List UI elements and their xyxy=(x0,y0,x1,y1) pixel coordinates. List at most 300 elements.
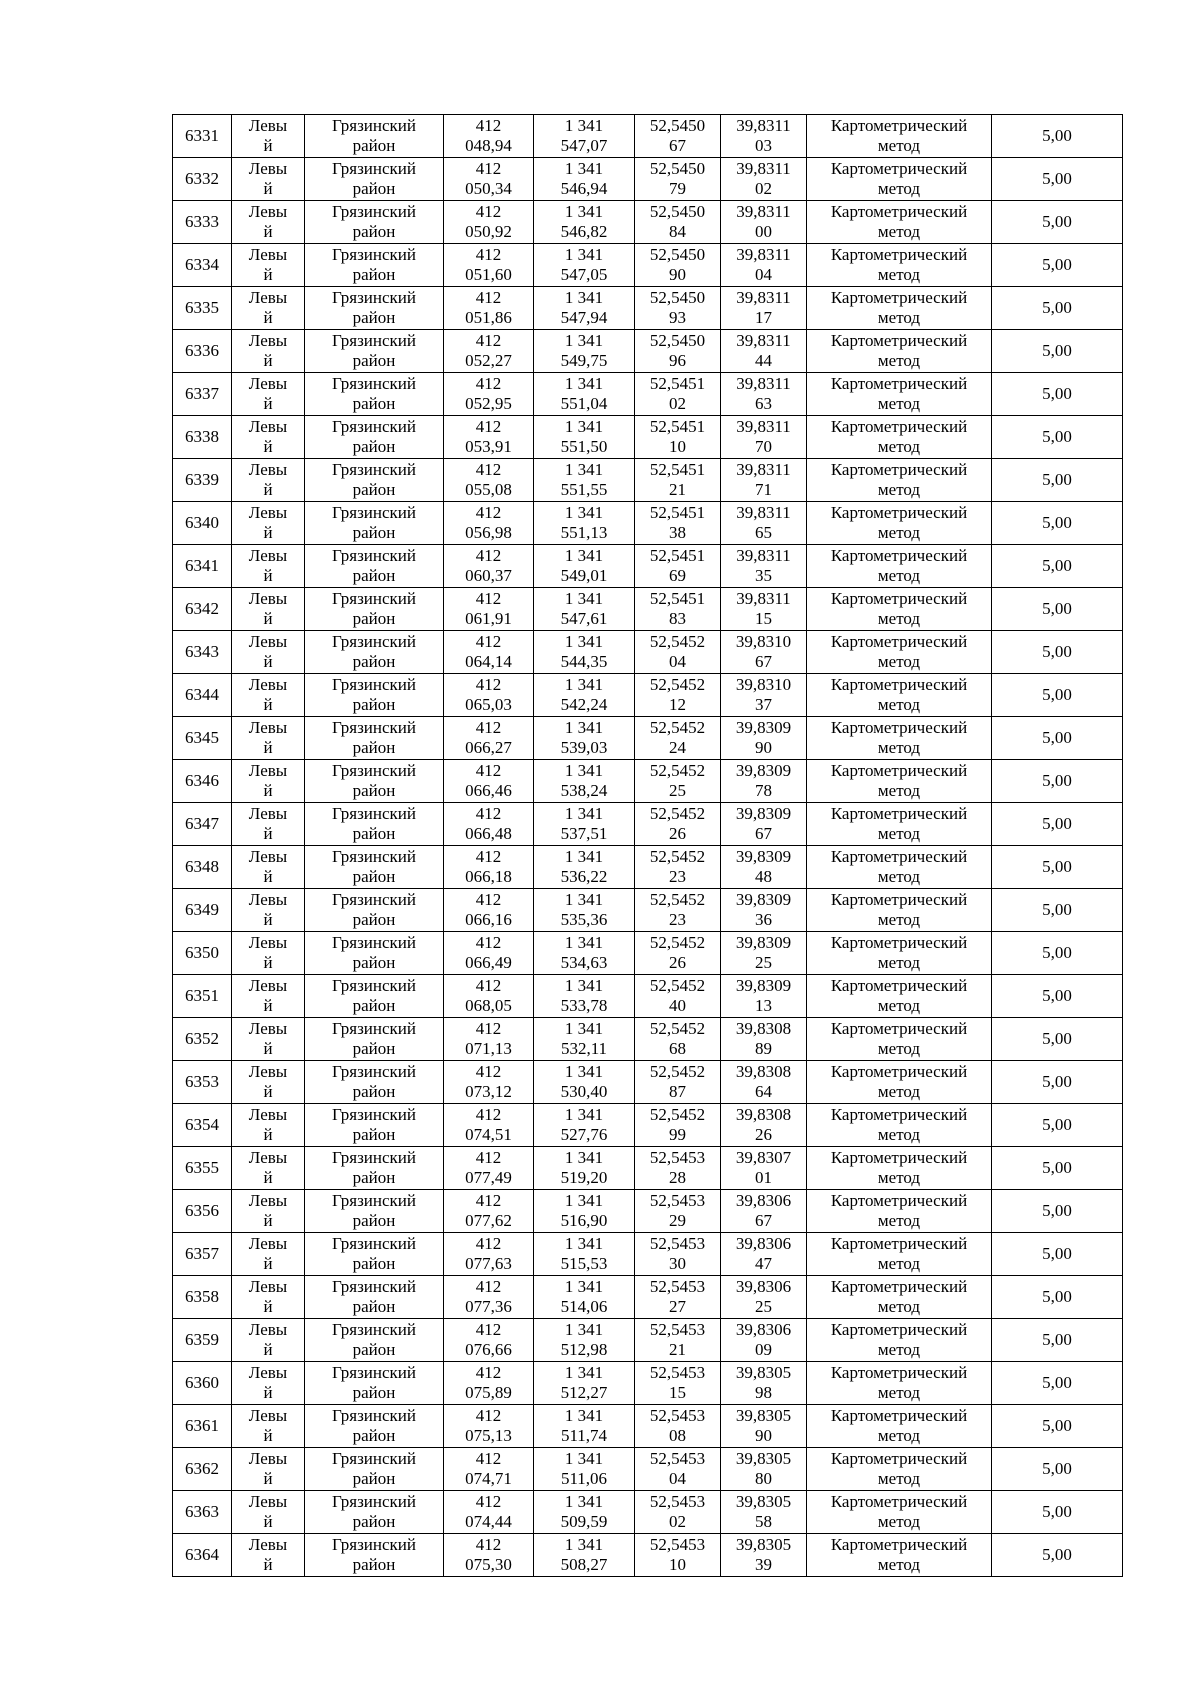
bank-side-cell xyxy=(232,846,305,889)
precision-cell: 5,00 xyxy=(992,760,1123,803)
longitude-cell xyxy=(721,287,807,330)
point-number-cell: 6340 xyxy=(173,502,232,545)
bank-side-cell-line: й xyxy=(263,1340,273,1359)
district-cell xyxy=(305,502,444,545)
method-cell xyxy=(807,158,992,201)
x-coordinate-cell-line: 050,92 xyxy=(465,222,512,241)
x-coordinate-cell-line: 412 xyxy=(475,417,502,436)
bank-side-cell xyxy=(232,1233,305,1276)
bank-side-cell-line: й xyxy=(263,1383,273,1402)
longitude-cell-line: 39,8311 xyxy=(736,288,791,307)
precision-cell: 5,00 xyxy=(992,803,1123,846)
district-cell xyxy=(305,803,444,846)
x-coordinate-cell-line: 077,63 xyxy=(465,1254,512,1273)
method-cell-line: Картометрический xyxy=(830,1148,968,1167)
y-coordinate-cell-line: 1 341 xyxy=(564,976,604,995)
y-coordinate-cell-line: 535,36 xyxy=(560,910,608,929)
y-coordinate-cell-line: 511,74 xyxy=(560,1426,608,1445)
bank-side-cell xyxy=(232,975,305,1018)
latitude-cell xyxy=(635,459,721,502)
table-row xyxy=(173,1190,1123,1233)
y-coordinate-cell xyxy=(534,416,635,459)
bank-side-cell-line: Левы xyxy=(248,933,288,952)
longitude-cell-line: 04 xyxy=(755,265,772,284)
bank-side-cell-line: Левы xyxy=(248,1191,288,1210)
method-cell-line: метод xyxy=(877,1512,921,1531)
longitude-cell xyxy=(721,1491,807,1534)
precision-cell: 5,00 xyxy=(992,1104,1123,1147)
method-cell-line: Картометрический xyxy=(830,1105,968,1124)
bank-side-cell-line: й xyxy=(263,781,273,800)
point-number-cell: 6348 xyxy=(173,846,232,889)
bank-side-cell-line: Левы xyxy=(248,116,288,135)
latitude-cell-line: 10 xyxy=(669,1555,686,1574)
y-coordinate-cell xyxy=(534,1018,635,1061)
method-cell xyxy=(807,932,992,975)
longitude-cell-line: 02 xyxy=(755,179,772,198)
method-cell xyxy=(807,244,992,287)
precision-cell: 5,00 xyxy=(992,1233,1123,1276)
x-coordinate-cell xyxy=(444,1319,534,1362)
bank-side-cell-line: й xyxy=(263,308,273,327)
longitude-cell xyxy=(721,803,807,846)
x-coordinate-cell-line: 412 xyxy=(475,460,502,479)
district-cell-line: Грязинский xyxy=(332,1320,416,1339)
method-cell-line: метод xyxy=(877,695,921,714)
district-cell-line: район xyxy=(352,222,396,241)
longitude-cell xyxy=(721,1147,807,1190)
longitude-cell-line: 39,8306 xyxy=(735,1234,792,1253)
bank-side-cell-line: Левы xyxy=(248,288,288,307)
bank-side-cell xyxy=(232,1319,305,1362)
method-cell-line: Картометрический xyxy=(830,976,968,995)
precision-cell: 5,00 xyxy=(992,1276,1123,1319)
bank-side-cell-line: Левы xyxy=(248,1535,288,1554)
y-coordinate-cell-line: 1 341 xyxy=(564,374,604,393)
y-coordinate-cell xyxy=(534,1319,635,1362)
longitude-cell-line: 39,8309 xyxy=(735,890,792,909)
latitude-cell-line: 52,5452 xyxy=(649,761,706,780)
method-cell-line: метод xyxy=(877,1211,921,1230)
method-cell-line: метод xyxy=(877,1168,921,1187)
latitude-cell-line: 52,5452 xyxy=(649,718,706,737)
x-coordinate-cell-line: 412 xyxy=(475,761,502,780)
method-cell xyxy=(807,1104,992,1147)
latitude-cell-line: 52,5452 xyxy=(649,1062,706,1081)
longitude-cell-line: 70 xyxy=(755,437,772,456)
latitude-cell-line: 52,5453 xyxy=(649,1277,706,1296)
precision-cell: 5,00 xyxy=(992,717,1123,760)
longitude-cell-line: 39,8309 xyxy=(735,718,792,737)
latitude-cell-line: 99 xyxy=(669,1125,686,1144)
precision-cell: 5,00 xyxy=(992,115,1123,158)
latitude-cell xyxy=(635,502,721,545)
point-number-cell: 6346 xyxy=(173,760,232,803)
y-coordinate-cell xyxy=(534,287,635,330)
district-cell-line: район xyxy=(352,1555,396,1574)
method-cell-line: Картометрический xyxy=(830,116,968,135)
point-number-cell: 6337 xyxy=(173,373,232,416)
bank-side-cell-line: й xyxy=(263,1426,273,1445)
table-row xyxy=(173,1362,1123,1405)
district-cell xyxy=(305,416,444,459)
bank-side-cell xyxy=(232,1018,305,1061)
method-cell-line: метод xyxy=(877,1254,921,1273)
x-coordinate-cell xyxy=(444,244,534,287)
bank-side-cell-line: Левы xyxy=(248,1449,288,1468)
district-cell-line: Грязинский xyxy=(332,374,416,393)
district-cell-line: Грязинский xyxy=(332,718,416,737)
longitude-cell-line: 26 xyxy=(755,1125,772,1144)
bank-side-cell-line: й xyxy=(263,1512,273,1531)
method-cell xyxy=(807,1190,992,1233)
latitude-cell-line: 52,5452 xyxy=(649,976,706,995)
longitude-cell xyxy=(721,244,807,287)
district-cell xyxy=(305,1233,444,1276)
district-cell-line: Грязинский xyxy=(332,933,416,952)
longitude-cell-line: 39,8306 xyxy=(735,1320,792,1339)
latitude-cell-line: 52,5452 xyxy=(649,1019,706,1038)
bank-side-cell-line: й xyxy=(263,996,273,1015)
latitude-cell-line: 21 xyxy=(669,1340,686,1359)
bank-side-cell-line: Левы xyxy=(248,761,288,780)
y-coordinate-cell-line: 1 341 xyxy=(564,245,604,264)
latitude-cell-line: 26 xyxy=(669,824,686,843)
x-coordinate-cell-line: 077,49 xyxy=(465,1168,512,1187)
table-row xyxy=(173,545,1123,588)
district-cell-line: район xyxy=(352,953,396,972)
y-coordinate-cell-line: 1 341 xyxy=(564,761,604,780)
method-cell xyxy=(807,459,992,502)
district-cell-line: район xyxy=(352,1340,396,1359)
latitude-cell-line: 23 xyxy=(669,867,686,886)
latitude-cell xyxy=(635,373,721,416)
x-coordinate-cell xyxy=(444,717,534,760)
table-row xyxy=(173,115,1123,158)
bank-side-cell xyxy=(232,244,305,287)
district-cell-line: район xyxy=(352,738,396,757)
method-cell-line: метод xyxy=(877,867,921,886)
latitude-cell-line: 52,5452 xyxy=(649,847,706,866)
longitude-cell-line: 48 xyxy=(755,867,772,886)
precision-cell: 5,00 xyxy=(992,1319,1123,1362)
bank-side-cell-line: Левы xyxy=(248,460,288,479)
longitude-cell-line: 39,8311 xyxy=(736,202,791,221)
longitude-cell-line: 39,8310 xyxy=(735,632,792,651)
precision-cell: 5,00 xyxy=(992,244,1123,287)
method-cell xyxy=(807,674,992,717)
district-cell xyxy=(305,158,444,201)
district-cell-line: Грязинский xyxy=(332,159,416,178)
bank-side-cell xyxy=(232,889,305,932)
method-cell-line: Картометрический xyxy=(830,761,968,780)
table-row xyxy=(173,717,1123,760)
table-body xyxy=(173,115,1123,1577)
y-coordinate-cell xyxy=(534,1534,635,1577)
x-coordinate-cell-line: 412 xyxy=(475,374,502,393)
method-cell xyxy=(807,588,992,631)
point-number-cell: 6354 xyxy=(173,1104,232,1147)
y-coordinate-cell-line: 1 341 xyxy=(564,718,604,737)
y-coordinate-cell-line: 533,78 xyxy=(560,996,608,1015)
latitude-cell-line: 40 xyxy=(669,996,686,1015)
latitude-cell xyxy=(635,1233,721,1276)
y-coordinate-cell-line: 1 341 xyxy=(564,1062,604,1081)
method-cell-line: метод xyxy=(877,609,921,628)
longitude-cell-line: 39,8308 xyxy=(735,1105,792,1124)
longitude-cell-line: 39,8305 xyxy=(735,1492,792,1511)
latitude-cell xyxy=(635,201,721,244)
method-cell xyxy=(807,760,992,803)
bank-side-cell xyxy=(232,545,305,588)
latitude-cell xyxy=(635,1534,721,1577)
latitude-cell-line: 52,5453 xyxy=(649,1492,706,1511)
bank-side-cell xyxy=(232,803,305,846)
table-row xyxy=(173,1405,1123,1448)
latitude-cell-line: 52,5453 xyxy=(649,1535,706,1554)
latitude-cell-line: 52,5451 xyxy=(649,546,706,565)
latitude-cell xyxy=(635,674,721,717)
latitude-cell-line: 25 xyxy=(669,781,686,800)
y-coordinate-cell-line: 538,24 xyxy=(560,781,608,800)
y-coordinate-cell xyxy=(534,545,635,588)
district-cell-line: район xyxy=(352,1512,396,1531)
x-coordinate-cell xyxy=(444,1104,534,1147)
y-coordinate-cell-line: 1 341 xyxy=(564,1148,604,1167)
longitude-cell-line: 67 xyxy=(755,824,772,843)
district-cell xyxy=(305,1104,444,1147)
bank-side-cell xyxy=(232,717,305,760)
district-cell-line: Грязинский xyxy=(332,1406,416,1425)
x-coordinate-cell-line: 412 xyxy=(475,1406,502,1425)
bank-side-cell-line: Левы xyxy=(248,202,288,221)
bank-side-cell-line: й xyxy=(263,1469,273,1488)
y-coordinate-cell xyxy=(534,1147,635,1190)
y-coordinate-cell-line: 516,90 xyxy=(560,1211,608,1230)
longitude-cell-line: 39 xyxy=(755,1555,772,1574)
bank-side-cell-line: й xyxy=(263,1125,273,1144)
method-cell-line: метод xyxy=(877,179,921,198)
latitude-cell-line: 52,5452 xyxy=(649,804,706,823)
x-coordinate-cell xyxy=(444,846,534,889)
x-coordinate-cell-line: 075,89 xyxy=(465,1383,512,1402)
district-cell-line: район xyxy=(352,910,396,929)
district-cell-line: Грязинский xyxy=(332,1277,416,1296)
point-number-cell: 6335 xyxy=(173,287,232,330)
y-coordinate-cell-line: 1 341 xyxy=(564,675,604,694)
x-coordinate-cell-line: 412 xyxy=(475,1234,502,1253)
point-number-cell: 6363 xyxy=(173,1491,232,1534)
longitude-cell xyxy=(721,330,807,373)
longitude-cell xyxy=(721,1448,807,1491)
method-cell xyxy=(807,631,992,674)
latitude-cell xyxy=(635,1190,721,1233)
bank-side-cell xyxy=(232,1104,305,1147)
district-cell-line: Грязинский xyxy=(332,761,416,780)
method-cell-line: Картометрический xyxy=(830,632,968,651)
longitude-cell xyxy=(721,674,807,717)
precision-cell: 5,00 xyxy=(992,975,1123,1018)
district-cell xyxy=(305,846,444,889)
longitude-cell-line: 44 xyxy=(755,351,772,370)
x-coordinate-cell-line: 066,48 xyxy=(465,824,512,843)
x-coordinate-cell-line: 060,37 xyxy=(465,566,512,585)
method-cell-line: метод xyxy=(877,1383,921,1402)
point-number-cell: 6345 xyxy=(173,717,232,760)
y-coordinate-cell-line: 1 341 xyxy=(564,1492,604,1511)
district-cell-line: район xyxy=(352,308,396,327)
longitude-cell-line: 39,8309 xyxy=(735,976,792,995)
latitude-cell xyxy=(635,545,721,588)
district-cell-line: район xyxy=(352,609,396,628)
latitude-cell-line: 26 xyxy=(669,953,686,972)
bank-side-cell xyxy=(232,287,305,330)
y-coordinate-cell-line: 1 341 xyxy=(564,933,604,952)
y-coordinate-cell-line: 527,76 xyxy=(560,1125,608,1144)
longitude-cell-line: 39,8309 xyxy=(735,847,792,866)
district-cell-line: Грязинский xyxy=(332,503,416,522)
table-row xyxy=(173,1147,1123,1190)
x-coordinate-cell-line: 412 xyxy=(475,116,502,135)
coordinates-table xyxy=(172,114,1123,1577)
longitude-cell-line: 39,8311 xyxy=(736,460,791,479)
point-number-cell: 6357 xyxy=(173,1233,232,1276)
method-cell xyxy=(807,373,992,416)
x-coordinate-cell-line: 050,34 xyxy=(465,179,512,198)
y-coordinate-cell-line: 1 341 xyxy=(564,1105,604,1124)
point-number-cell: 6355 xyxy=(173,1147,232,1190)
longitude-cell xyxy=(721,158,807,201)
table-row xyxy=(173,201,1123,244)
x-coordinate-cell xyxy=(444,1061,534,1104)
district-cell-line: Грязинский xyxy=(332,976,416,995)
latitude-cell-line: 96 xyxy=(669,351,686,370)
latitude-cell-line: 79 xyxy=(669,179,686,198)
method-cell-line: Картометрический xyxy=(830,847,968,866)
district-cell xyxy=(305,760,444,803)
x-coordinate-cell-line: 055,08 xyxy=(465,480,512,499)
table-row xyxy=(173,330,1123,373)
x-coordinate-cell xyxy=(444,1362,534,1405)
bank-side-cell xyxy=(232,115,305,158)
table-row xyxy=(173,416,1123,459)
table-row xyxy=(173,631,1123,674)
longitude-cell-line: 39,8305 xyxy=(735,1449,792,1468)
y-coordinate-cell xyxy=(534,1276,635,1319)
longitude-cell-line: 71 xyxy=(755,480,772,499)
table-row xyxy=(173,975,1123,1018)
district-cell-line: район xyxy=(352,1297,396,1316)
x-coordinate-cell-line: 066,16 xyxy=(465,910,512,929)
longitude-cell-line: 39,8309 xyxy=(735,761,792,780)
bank-side-cell-line: Левы xyxy=(248,1019,288,1038)
longitude-cell-line: 17 xyxy=(755,308,772,327)
y-coordinate-cell-line: 1 341 xyxy=(564,546,604,565)
y-coordinate-cell xyxy=(534,932,635,975)
latitude-cell xyxy=(635,717,721,760)
longitude-cell-line: 39,8311 xyxy=(736,159,791,178)
longitude-cell-line: 90 xyxy=(755,1426,772,1445)
table-row xyxy=(173,846,1123,889)
y-coordinate-cell-line: 1 341 xyxy=(564,159,604,178)
y-coordinate-cell-line: 551,55 xyxy=(560,480,608,499)
district-cell-line: Грязинский xyxy=(332,116,416,135)
table-row xyxy=(173,1534,1123,1577)
y-coordinate-cell xyxy=(534,1491,635,1534)
precision-cell: 5,00 xyxy=(992,932,1123,975)
x-coordinate-cell-line: 412 xyxy=(475,1191,502,1210)
x-coordinate-cell-line: 066,46 xyxy=(465,781,512,800)
y-coordinate-cell xyxy=(534,330,635,373)
bank-side-cell xyxy=(232,932,305,975)
district-cell-line: Грязинский xyxy=(332,675,416,694)
method-cell xyxy=(807,1319,992,1362)
bank-side-cell-line: й xyxy=(263,824,273,843)
longitude-cell-line: 13 xyxy=(755,996,772,1015)
district-cell xyxy=(305,631,444,674)
y-coordinate-cell-line: 547,61 xyxy=(560,609,608,628)
method-cell-line: Картометрический xyxy=(830,1277,968,1296)
x-coordinate-cell xyxy=(444,545,534,588)
method-cell-line: метод xyxy=(877,824,921,843)
y-coordinate-cell-line: 1 341 xyxy=(564,1449,604,1468)
district-cell-line: район xyxy=(352,1383,396,1402)
method-cell-line: Картометрический xyxy=(830,675,968,694)
x-coordinate-cell xyxy=(444,1233,534,1276)
longitude-cell xyxy=(721,1534,807,1577)
y-coordinate-cell-line: 1 341 xyxy=(564,804,604,823)
longitude-cell-line: 39,8306 xyxy=(735,1191,792,1210)
latitude-cell xyxy=(635,803,721,846)
method-cell xyxy=(807,1018,992,1061)
longitude-cell xyxy=(721,1018,807,1061)
y-coordinate-cell xyxy=(534,158,635,201)
method-cell xyxy=(807,115,992,158)
y-coordinate-cell-line: 1 341 xyxy=(564,331,604,350)
longitude-cell xyxy=(721,932,807,975)
latitude-cell-line: 52,5451 xyxy=(649,374,706,393)
longitude-cell-line: 90 xyxy=(755,738,772,757)
y-coordinate-cell xyxy=(534,1104,635,1147)
district-cell-line: Грязинский xyxy=(332,288,416,307)
district-cell xyxy=(305,201,444,244)
latitude-cell-line: 52,5453 xyxy=(649,1320,706,1339)
method-cell-line: метод xyxy=(877,566,921,585)
y-coordinate-cell-line: 519,20 xyxy=(560,1168,608,1187)
latitude-cell xyxy=(635,244,721,287)
y-coordinate-cell-line: 546,82 xyxy=(560,222,608,241)
longitude-cell-line: 63 xyxy=(755,394,772,413)
method-cell xyxy=(807,201,992,244)
method-cell-line: метод xyxy=(877,953,921,972)
method-cell xyxy=(807,846,992,889)
x-coordinate-cell-line: 052,27 xyxy=(465,351,512,370)
latitude-cell-line: 52,5453 xyxy=(649,1191,706,1210)
x-coordinate-cell-line: 075,30 xyxy=(465,1555,512,1574)
method-cell-line: Картометрический xyxy=(830,718,968,737)
y-coordinate-cell xyxy=(534,674,635,717)
bank-side-cell xyxy=(232,588,305,631)
method-cell xyxy=(807,330,992,373)
precision-cell: 5,00 xyxy=(992,1405,1123,1448)
point-number-cell: 6331 xyxy=(173,115,232,158)
bank-side-cell-line: й xyxy=(263,394,273,413)
method-cell-line: метод xyxy=(877,910,921,929)
district-cell-line: Грязинский xyxy=(332,632,416,651)
y-coordinate-cell-line: 551,50 xyxy=(560,437,608,456)
district-cell-line: район xyxy=(352,652,396,671)
point-number-cell: 6336 xyxy=(173,330,232,373)
